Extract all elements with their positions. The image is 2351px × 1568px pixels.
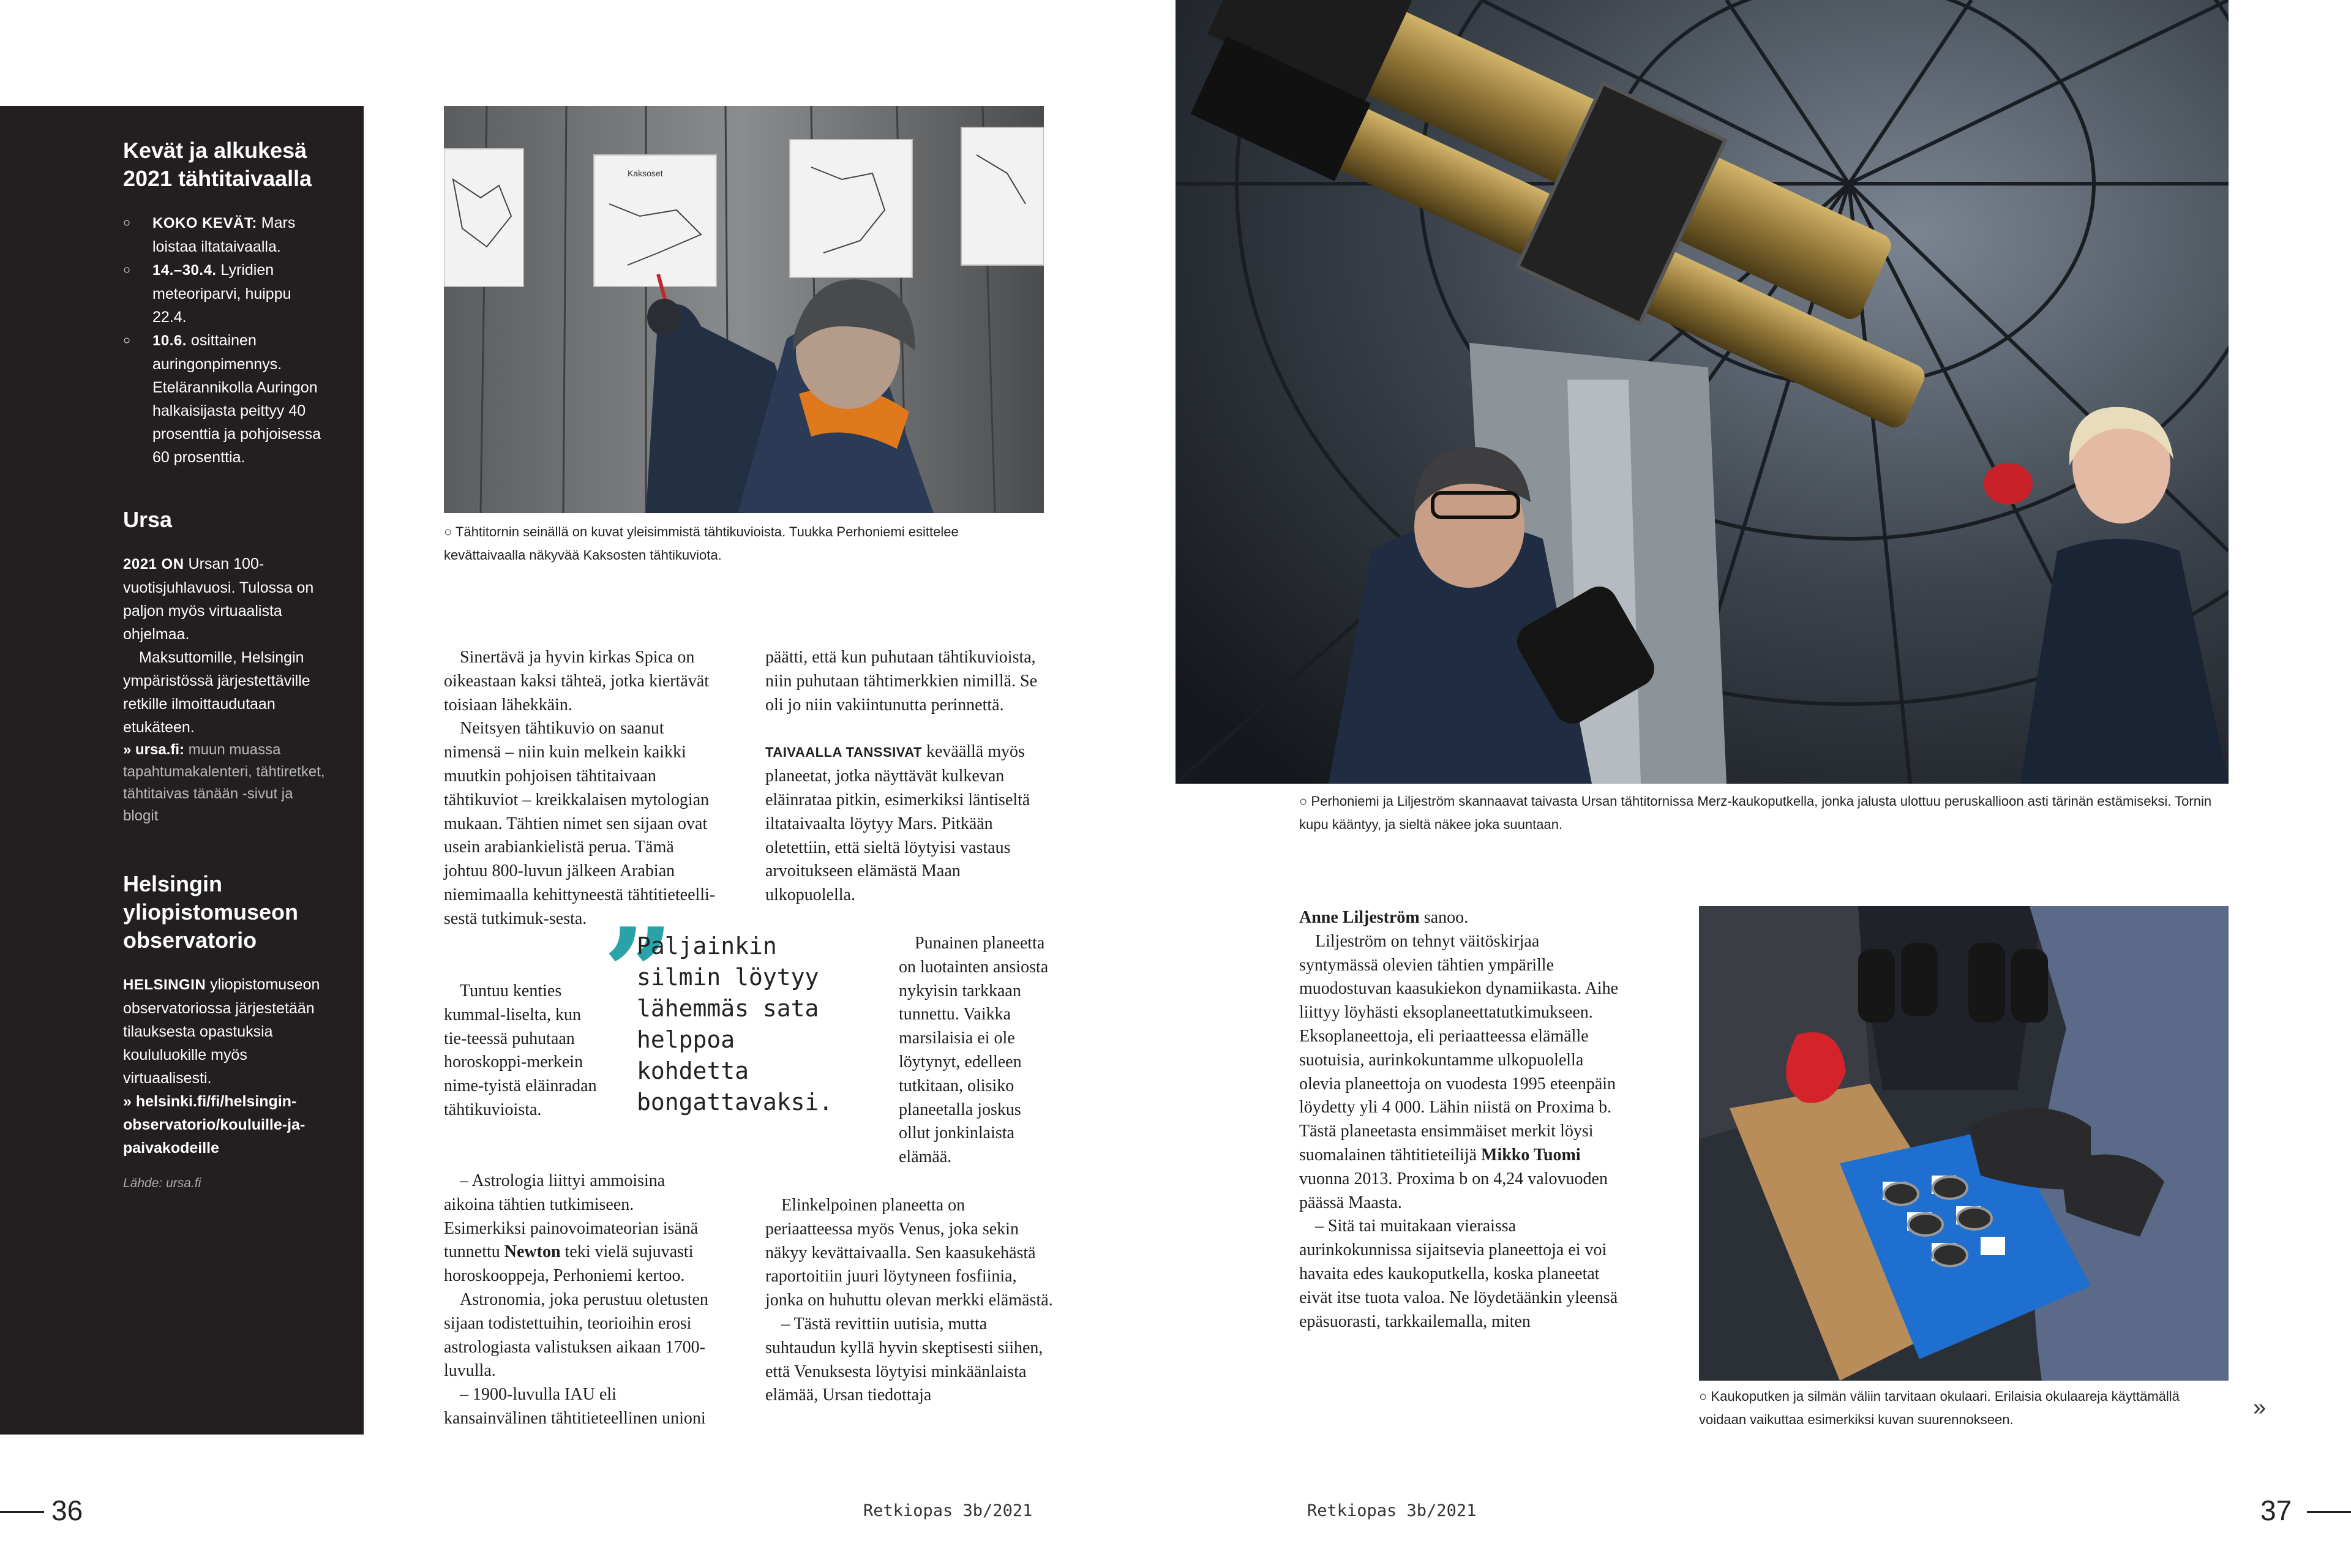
paragraph: TAIVAALLA TANSSIVAT keväällä myös planeetat, jotka näyttävät kulkevan eläinrataa pitkin, esimerkiksi läntiseltä iltataivaalta löytyy Mars. Pitkään oletettiin, että sieltä löytyisi vastaus arvoitukseen elämästä Maan ulkopuolella. [765,742,1030,905]
sidebar-title-ursa: Ursa [123,507,173,532]
page-number-right: 37 [2260,1495,2292,1526]
photo-star-charts [444,106,1044,513]
paragraph: Astronomia, joka perustuu oletusten sijaan todistettuihin, teorioihin erosi astrologiasta valistuksen aikaan 1700-luvulla. [444,1289,708,1381]
ursa-link[interactable]: » ursa.fi: muun muassa tapahtumakalenteri, tähtiretket, tähtitaivas tänään -sivut ja blogit [123,741,325,824]
quote-text: Paljainkin silmin löytyy lähemmäs sata helppoa kohdetta bongattavaksi. [637,932,833,1116]
paragraph: Tuntuu kenties kummal-liselta, kun tie-teessä puhutaan horoskoppi-merkein nime-tyistä eläinradan tähtikuvioista. [444,981,597,1119]
article-column-1-bottom [444,1169,716,1431]
paragraph: – Tästä revittiin uutisia, mutta suhtaudun kyllä hyvin skeptisesti siihen, että Venuksesta löytyisi minkäänlaista elämää, Ursan tiedottaja [765,1314,1043,1405]
paragraph: Liljeström on tehnyt väitöskirjaa syntymässä olevien tähtien ympärille muodostuvan kaasukiekon dynamiikasta. Aihe liittyy löyhästi eksoplaneettatutkimukseen. Eksoplaneettoja, eli periaatteessa elämälle suotuisia, aurinkokuntamme ulkopuolella olevia planeettoja on vuodesta 1995 eteenpäin löydetty yli 4 000. Lähin niistä on Proxima b. Tästä planeetasta ensimmäiset merkit löysi suomalainen tähtitieteilijä Mikko Tuomi vuonna 2013. Proxima b on 4,24 valovuoden päässä Maasta. [1299,931,1619,1212]
pull-quote [603,901,848,1139]
photo-telescope [1176,0,2229,784]
footer-rule-left [0,1511,44,1513]
article-column-1 [444,646,716,931]
footer-rule-right [2307,1511,2351,1513]
event-item: ○ 14.–30.4. Lyridien meteoriparvi, huippu 22.4. [123,258,327,329]
paragraph: Neitsyen tähtikuvio on saanut nimensä – niin kuin melkein kaikki muutkin pohjoisen tähtitaivaan tähtikuviot – kreikkalaisen mytologian mukaan. Tähtien nimet sen sijaan ovat usein arabiankielistä perua. Tämä johtuu 800-luvun jälkeen Arabian niemimaalla kehittyneestä tähtitieteelli-sestä tutkimuk-sesta. [444,719,716,928]
paragraph: – Astrologia liittyi ammoisina aikoina tähtien tutkimiseen. Esimerkiksi painovoimateorian isänä tunnettu Newton teki vielä sujuvasti horoskooppeja, Perhoniemi kertoo. [444,1171,699,1286]
paragraph: Elinkelpoinen planeetta on periaatteessa myös Venus, joka sekin näkyy kevättaivaalla. Sen kaasukehästä raportoitiin juuri löytyneen fosfiinia, jonka on huhuttu olevan merkki elämästä. [765,1196,1053,1310]
paragraph: Sinertävä ja hyvin kirkas Spica on oikeastaan kaksi tähteä, jotka kiertävät toisiaan lähekkäin. [444,648,710,715]
observatory-text: HELSINGIN yliopistomuseon observatoriossa järjestetään tilauksesta opastuksia koululuokille myös virtuaalisesti. [123,976,320,1087]
caption-photo3: ○ Kaukoputken ja silmän väliin tarvitaan okulaari. Erilaisia okulaareja käyttämällä voidaan vaikuttaa esimerkiksi kuvan suurennokseen. [1699,1389,2180,1427]
observatory-link[interactable]: » helsinki.fi/fi/helsingin-observatorio/kouluille-ja-paivakodeille [123,1093,306,1157]
article-column-3 [1299,906,1621,1334]
ursa-text: 2021 ON Ursan 100-vuotisjuhlavuosi. Tulossa on paljon myös virtuaalista ohjelmaa. [123,555,314,643]
event-item: ○ KOKO KEVÄT: Mars loistaa iltataivaalla. [123,211,327,258]
source-note: Lähde: ursa.fi [123,1176,201,1190]
article-column-1-narrow [444,980,600,1122]
magazine-title-left: Retkiopas 3b/2021 [863,1501,1033,1520]
event-list [123,211,327,469]
paragraph: Anne Liljeström sanoo. [1299,908,1469,927]
event-item: ○ 10.6. osittainen auringonpimennys. Etelärannikolla Auringon halkaisijasta peittyy 40 prosenttia ja pohjoisessa 60 prosenttia. [123,329,327,469]
magazine-title-right: Retkiopas 3b/2021 [1307,1501,1477,1520]
sidebar-title-observatory: Helsingin yliopistomuseon observatorio [123,871,299,953]
quote-mark-icon: ” [603,901,674,1045]
paragraph: – Sitä tai muitakaan vieraissa aurinkokunnissa sijaitsevia planeettoja ei voi havaita edes kaukoputkella, koska planeetat eivät itse tuota valoa. Ne löydetäänkin yleensä epäsuorasti, tarkkailemalla, miten [1299,1217,1618,1331]
article-column-2-bottom [765,1194,1053,1408]
photo-eyepieces [1699,906,2229,1381]
paragraph: Punainen planeetta on luotainten ansiosta nykyisin tarkkaan tunnettu. Vaikka marsilaisia ei ole löytynyt, edelleen tutkitaan, olisiko planeetalla joskus ollut jonkinlaista elämää. [899,934,1049,1167]
article-column-2-narrow [899,932,1053,1169]
sidebar-infobox [0,106,364,1435]
sidebar-title-spring: Kevät ja alkukesä 2021 tähtitaivaalla [123,138,312,191]
caption-photo2: ○ Perhoniemi ja Liljeström skannaavat taivasta Ursan tähtitornissa Merz-kaukoputkella, jonka jalusta ulottuu peruskallioon asti tärinän estämiseksi. Tornin kupu kääntyy, ja sieltä näkee joka suuntaan. [1299,793,2212,832]
article-column-2 [765,646,1053,907]
caption-photo1: ○ Tähtitornin seinällä on kuvat yleisimmistä tähtikuvioista. Tuukka Perhoniemi esittelee kevättaivaalla näkyvää Kaksosten tähtikuviota. [444,524,959,563]
paragraph: päätti, että kun puhutaan tähtikuvioista, niin puhutaan tähtimerkkien nimillä. Se oli jo niin vakiintunutta perinnettä. [765,648,1038,715]
page-number-left: 36 [51,1495,83,1526]
paragraph: – 1900-luvulla IAU eli kansainvälinen tähtitieteellinen unioni [444,1385,706,1428]
chart-label: Kaksoset [628,168,663,178]
continue-arrow-icon: » [2253,1395,2267,1420]
ursa-text-2: Maksuttomille, Helsingin ympäristössä järjestettäville retkille ilmoittaudutaan etukäteen. [123,649,310,736]
